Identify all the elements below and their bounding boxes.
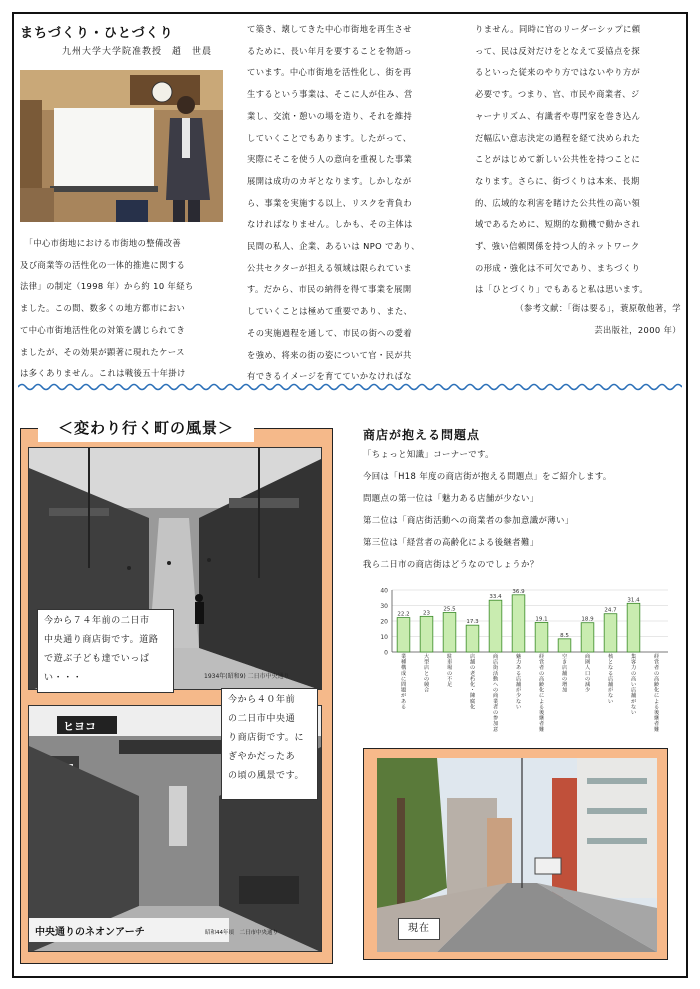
chart-bar [420,616,433,652]
col1-line: 法律」の制定（1998 年）から約 10 年経ち [20,281,194,292]
col1-line: 及び商業等の活性化の一体的推進に関する [20,259,186,270]
photo2-stamp: 昭和44年頃 二日市中央通り [205,930,278,936]
problems-line: 我ら二日市の商店街はどうなのでしょうか？ [363,559,539,569]
caption2-line: 今から４０年前 [228,695,296,705]
caption1-line: 中央通り商店街です。道路 [44,635,159,645]
chart-data-label: 24.7 [604,607,617,614]
lecture-photo [20,70,223,222]
problems-line: 第二位は「商店街活動への商業者の参加意識が薄い」 [363,515,574,525]
article-title: まちづくり・ひとづくり [20,26,174,41]
landscape-title: ＜変わり行く町の風景＞ [38,414,254,442]
chart-data-label: 25.5 [443,606,456,613]
chart-bar [397,618,410,652]
col3-line: 的、広域的な利害を睹けた公共性の高い領 [475,197,641,208]
chart-y-tick-label: 0 [384,649,388,657]
reference-line: （参考文献：「街は要る」，蓑原敬他著，学 [515,303,681,313]
col1-line: ました。この間、数多くの地方都市におい [20,303,186,314]
chart-category-label: 経営者の高齢化による後継者難 [539,654,545,733]
chart-y-tick-label: 30 [380,603,388,610]
col3-line: だ幅広い意志決定の過程を経て決められた [475,132,641,143]
chart-category-label: 店舗の老朽化・陳腐化 [470,654,476,711]
col2-line: 公共セクターが担える領域は限られていま [247,262,413,273]
problems-title: 商店が抱える問題点 [363,428,481,442]
chart-category-label: 商圏人口の減少 [585,654,591,694]
problems-line: 問題点の第一位は「魅力ある店舗が少ない」 [363,493,539,503]
caption1-line: で遊ぶ子ども達でいっぱ [44,654,150,664]
col3-line: ことがはじめて新しい公共性を持つことに [475,154,641,165]
col3-line: って、民は反対だけをとなえて妥協点を探 [475,45,641,56]
col2-line: その実施過程を通して、市民の街への愛着 [247,327,413,338]
chart-bar [512,595,525,652]
chart-data-label: 17.3 [466,619,479,626]
caption-74-years-ago [37,609,174,693]
caption2-line: の頃の風景です。 [228,771,305,781]
problems-line: 第三位は「経営者の高齢化による後継者難」 [363,537,539,547]
article-author: 九州大学大学院准教授 趙 世晨 [62,47,213,57]
chart-category-label: 大型店との競合 [424,654,430,694]
col2-line: 展開は成功のカギとなります。しかしなが [247,175,412,186]
col2-line: していくことでもあります。したがって、 [247,132,412,143]
col2-line: 実際にそこを使う人の意向を重視した事業 [247,154,413,165]
col2-line: していくことは極めて重要であり、また、 [247,306,413,317]
caption2-line: り商店街です。に [228,733,305,743]
article-column-3 [475,19,681,301]
col3-line: 域であるために、短期的な動機で動かされ [475,219,641,230]
caption2-line: ぎやかだったあ [228,752,296,762]
problems-bar-chart [362,580,676,738]
col3-line: なります。さらに、街づくりは本来、長期 [475,175,640,186]
chart-data-label: 31.4 [627,597,640,604]
now-label: 現在 [398,918,440,940]
col2-line: 生するという事業は、そこに人が住み、営 [247,89,413,100]
chart-category-label: 魅力ある店舗が少ない [516,654,522,711]
photo1-stamp: 1934年(昭和9) 二日市中央通り [204,673,290,680]
chart-category-label: 集客力の高い店舗がない [631,654,637,716]
col2-line: るために、長い年月を要することを物語っ [247,45,413,56]
col2-line: を強め、将来の街の姿について官・民が共 [247,349,412,360]
col3-line: ャーナリズム、有識者や専門家を巻き込ん [475,110,641,121]
chart-bar [604,614,617,652]
caption1-line: 今から７４年前の二日市 [44,616,150,626]
col2-line: す。だから、市民の納得を得て事業を展開 [247,284,412,295]
caption2-line: の二日市中央通 [228,714,296,724]
col3-line: 必要です。つまり、官、市民や商業者、ジ [475,89,640,100]
col1-line: は多くありません。これは戦後五十年掛け [20,368,186,379]
chart-category-label: 経営者の高齢化による後継者難 [654,654,660,733]
col2-line: ています。中心市街地を活性化し、街を再 [247,67,412,78]
chart-data-label: 22.2 [397,611,410,618]
chart-bar [535,622,548,652]
chart-category-label: 核となる店舗がない [608,654,614,705]
chart-data-label: 23 [423,610,430,617]
chart-bar [627,603,640,652]
col3-line: ず、強い信頼関係を持つ人的ネットワーク [475,241,640,252]
col3-line: は「ひとづくり」でもあると私は思います。 [475,284,649,295]
article-column-2 [247,19,453,388]
caption-40-years-ago [221,688,318,800]
col2-line: 有できるイメージを育てていかなければな [247,371,412,382]
chart-y-tick-label: 20 [380,618,388,626]
col1-line: 「中心市街地における市街地の整備改善 [20,238,182,248]
photo2-banner: 中央通りのネオンアーチ [35,927,145,938]
col1-line: て中心市街地活性化の対策を講じられてき [20,324,186,335]
chart-y-tick-label: 10 [380,634,388,641]
col3-line: の形成・強化は不可欠であり、まちづくり [475,262,641,273]
chart-bar [581,623,594,652]
chart-bar [443,612,456,652]
article-column-1 [20,233,224,385]
chart-data-label: 33.4 [489,594,502,601]
problems-line: 「ちょっと知識」コーナーです。 [363,449,494,459]
chart-data-label: 36.9 [512,588,525,595]
chart-bar [466,625,479,652]
photo2-sign: ヒヨコ [63,720,96,733]
wave-divider [18,381,682,393]
chart-category-label: 業種構成に問題がある [401,654,407,711]
chart-data-label: 19.1 [535,616,548,623]
col2-line: 民間の私人、企業、あるいは NPO であり、 [247,241,420,252]
chart-bar [558,639,571,652]
col3-line: るといった従来のやり方ではないやり方が [475,67,641,78]
chart-bar [489,600,502,652]
chart-category-label: 駐車場の不足 [447,654,453,688]
chart-data-label: 18.9 [581,616,594,623]
col2-line: て築き、壊してきた中心市街地を再生させ [247,24,412,34]
col2-line: 業し、交流・憩いの場を造り、それを維持 [247,110,413,121]
problems-line: 今回は「H18 年度の商店街が抱える問題点」をご紹介します。 [363,471,612,481]
col1-line: ましたが、その効果が顕著に現れたケース [20,346,185,357]
chart-category-label: 商店街活動への商業者の参加意 [493,654,499,733]
chart-category-label: 空き店舗の増加 [562,654,568,694]
col2-line: なければなりません。しかも、その主体は [247,219,413,230]
chart-y-tick-label: 40 [380,587,388,595]
col3-line: りません。同時に官のリーダーシップに頼 [475,24,641,34]
chart-data-label: 8.5 [560,632,569,639]
reference-line: 芸出版社，2000 年） [594,324,681,335]
caption1-line: い・・・ [44,673,83,683]
col2-line: ら、事業を実施する以上、リスクを背負わ [247,197,413,208]
reference-note [475,298,681,341]
